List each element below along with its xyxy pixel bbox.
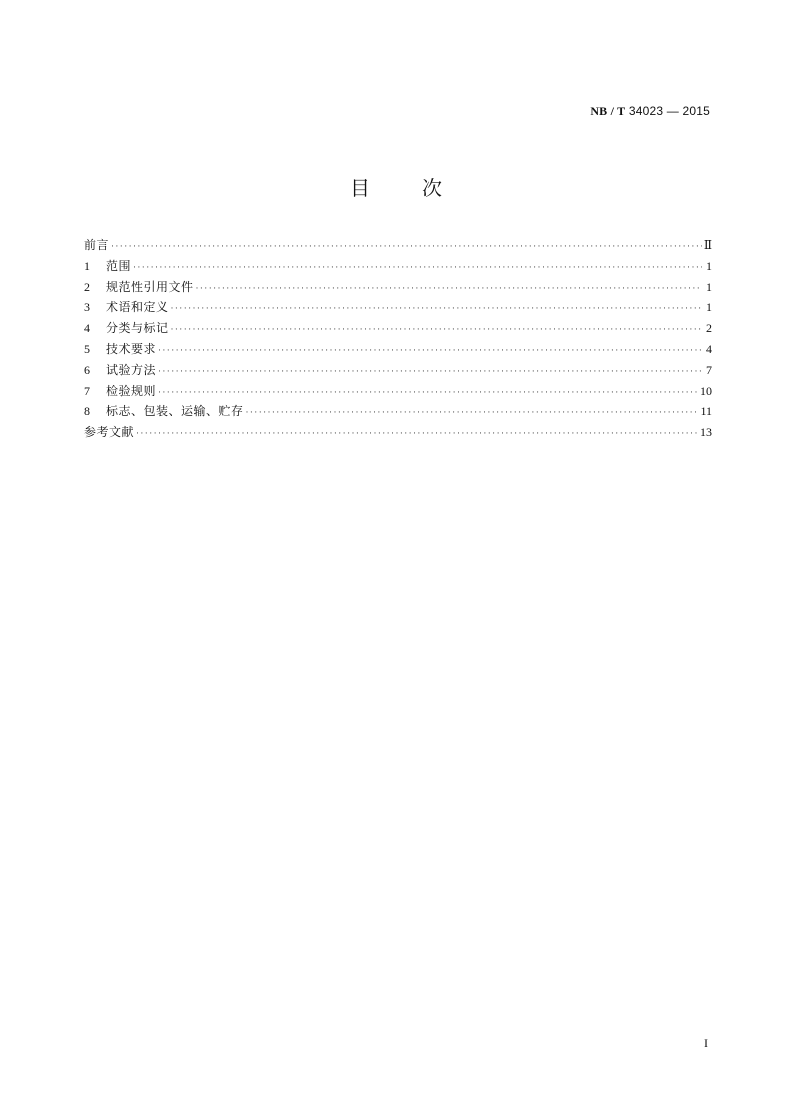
toc-leader-dots: [111, 236, 702, 257]
toc-entry-title: 标志、包装、运输、贮存: [106, 404, 244, 419]
toc-entry-page: 1: [706, 300, 712, 315]
toc-entry-number: 3: [84, 300, 90, 315]
toc-entry-page: 13: [700, 425, 712, 440]
toc-entry-title: 检验规则: [106, 383, 157, 398]
page-title: [0, 172, 792, 201]
toc-entry-technical-requirements[interactable]: [84, 339, 712, 360]
toc-entry-title: 术语和定义: [106, 300, 169, 315]
toc-entry-title: 分类与标记: [106, 321, 169, 336]
toc-leader-dots: [171, 298, 702, 319]
toc-entry-page: 1: [706, 279, 712, 294]
toc-leader-dots: [196, 278, 702, 299]
toc-entry-number: 1: [84, 258, 90, 273]
toc-leader-dots: [246, 402, 699, 423]
toc-entry-bibliography[interactable]: [84, 422, 712, 443]
title-char-2: 次: [422, 176, 442, 200]
table-of-contents: [84, 235, 712, 443]
toc-entry-page: 11: [700, 404, 712, 419]
toc-entry-page: 4: [706, 341, 712, 356]
page-number: I: [704, 1036, 708, 1050]
toc-entry-foreword[interactable]: [84, 235, 712, 256]
toc-entry-number: 6: [84, 362, 90, 377]
toc-entry-title: 技术要求: [106, 341, 157, 356]
toc-entry-scope[interactable]: [84, 256, 712, 277]
standard-number: [590, 104, 710, 119]
toc-leader-dots: [158, 361, 702, 382]
toc-entry-page: 1: [706, 258, 712, 273]
toc-entry-page: 7: [706, 362, 712, 377]
title-char-1: 目: [350, 176, 370, 200]
toc-entry-number: 5: [84, 341, 90, 356]
toc-entry-inspection-rules[interactable]: [84, 381, 712, 402]
toc-entry-page: 2: [706, 321, 712, 336]
toc-leader-dots: [158, 382, 698, 403]
toc-entry-marking-packaging[interactable]: [84, 401, 712, 422]
toc-entry-number: 7: [84, 383, 90, 398]
toc-entry-normative-references[interactable]: [84, 277, 712, 298]
toc-leader-dots: [171, 319, 702, 340]
toc-entry-number: 8: [84, 404, 90, 419]
toc-entry-title: 前言: [84, 238, 110, 252]
toc-entry-page: Ⅱ: [703, 238, 712, 252]
toc-entry-number: 2: [84, 279, 90, 294]
toc-entry-terms-definitions[interactable]: [84, 297, 712, 318]
toc-entry-title: 规范性引用文件: [106, 279, 194, 294]
toc-entry-title: 参考文献: [84, 425, 135, 440]
standard-prefix: NB / T: [590, 104, 626, 118]
toc-entry-number: 4: [84, 321, 90, 336]
toc-entry-page: 10: [700, 383, 712, 398]
toc-leader-dots: [133, 257, 702, 278]
toc-entry-title: 试验方法: [106, 362, 157, 377]
toc-entry-classification[interactable]: [84, 318, 712, 339]
toc-entry-test-methods[interactable]: [84, 360, 712, 381]
toc-leader-dots: [136, 423, 698, 444]
toc-entry-title: 范围: [106, 258, 132, 273]
toc-leader-dots: [158, 340, 702, 361]
standard-code: 34023 — 2015: [628, 104, 710, 118]
